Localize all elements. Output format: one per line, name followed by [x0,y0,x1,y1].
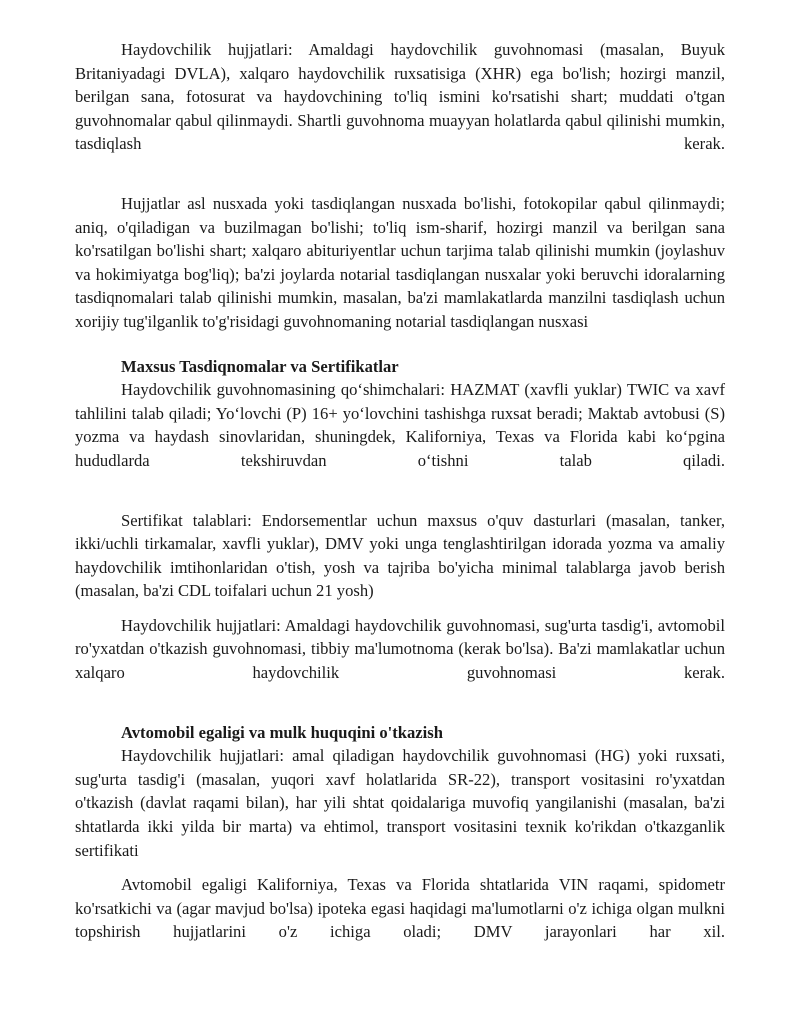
paragraph-document-requirements: Hujjatlar asl nusxada yoki tasdiqlangan nusxada bo'lishi, fotokopilar qabul qilinmaydi; aniq, o'qiladigan va buzilmagan bo'lishi; to'liq ism-sharif, hozirgi manzil va berilgan sana ko'rsatilgan bo'lishi shart; xalqaro abituriyentlar uchun tarjima talab qilinishi mumkin (joylashuv va hokimiyatga bog'liq); ba'zi joylarda notarial tasdiqlangan nusxalar yoki beruvchi idoralarning tasdiqnomalari talab qilinishi mumkin, masalan, ba'zi mamlakatlarda manzilni tasdiqlash uchun xorijiy tug'ilganlik to'g'risidagi guvohnomaning notarial tasdiqlangan nusxasi [75,193,725,331]
document-page [75,38,725,944]
heading-special-endorsements: Maxsus Tasdiqnomalar va Sertifikatlar [121,356,399,376]
heading-vehicle-ownership: Avtomobil egaligi va mulk huquqini o'tkazish [121,722,443,742]
paragraph-vehicle-title: Avtomobil egaligi Kaliforniya, Texas va Florida shtatlarida VIN raqami, spidometr ko'rsatkichi va (agar mavjud bo'lsa) ipoteka egasi haqidagi ma'lumotlarni o'z ichiga olgan mulkni topshirish hujjatlarini o'z ichiga oladi; DMV jarayonlari har xil. [75,875,725,942]
paragraph-driving-documents-2: Haydovchilik hujjatlari: Amaldagi haydovchilik guvohnomasi, sug'urta tasdig'i, avtomobil ro'yxatdan o'tkazish guvohnomasi, tibbiy ma'lumotnoma (kerak bo'lsa). Ba'zi mamlakatlar uchun xalqaro haydovchilik guvohnomasi kerak. [75,615,725,683]
paragraph-endorsements: Haydovchilik guvohnomasining qo‘shimchalari: HAZMAT (xavfli yuklar) TWIC va xavf tahlilini talab qiladi; Yo‘lovchi (P) 16+ yo‘lovchini tashishga ruxsat beradi; Maktab avtobusi (S) yozma va haydash sinovlaridan, shuningdek, Kaliforniya, Texas va Florida kabi ko‘pgina hududlarda tekshiruvdan o‘tishni talab qiladi. [75,380,725,470]
paragraph-driving-documents-3: Haydovchilik hujjatlari: amal qiladigan haydovchilik guvohnomasi (HG) yoki ruxsati, sug'urta tasdig'i (masalan, yuqori xavf holatlarida SR-22), transport vositasini ro'yxatdan o'tkazish (davlat raqami bilan), har yili shtat qoidalariga muvofiq yangilanishi (masalan, ba'zi shtatlarda ikki yilda bir marta) va ehtimol, transport vositasini texnik ko'rikdan o'tkazganlik sertifikati [75,746,725,860]
paragraph-driving-documents: Haydovchilik hujjatlari: Amaldagi haydovchilik guvohnomasi (masalan, Buyuk Britaniyadagi DVLA), xalqaro haydovchilik ruxsatisiga (XHR) ega bo'lish; hozirgi manzil, berilgan sana, fotosurat va haydovchining to'liq ismini ko'rsatishi shart; muddati o'tgan guvohnomalar qabul qilinmaydi. Shartli guvohnoma muayyan holatlarda qabul qilinishi mumkin, tasdiqlash kerak. [75,40,725,154]
paragraph-certificate-requirements: Sertifikat talablari: Endorsementlar uchun maxsus o'quv dasturlari (masalan, tanker, ikki/uchli tirkamalar, xavfli yuklar), DMV yoki unga tenglashtirilgan idorada yozma va amaliy haydovchilik imtihonlaridan o'tish, yosh va tajriba bo'yicha minimal talablarga javob berish (masalan, ba'zi CDL toifalari uchun 21 yosh) [75,510,725,601]
